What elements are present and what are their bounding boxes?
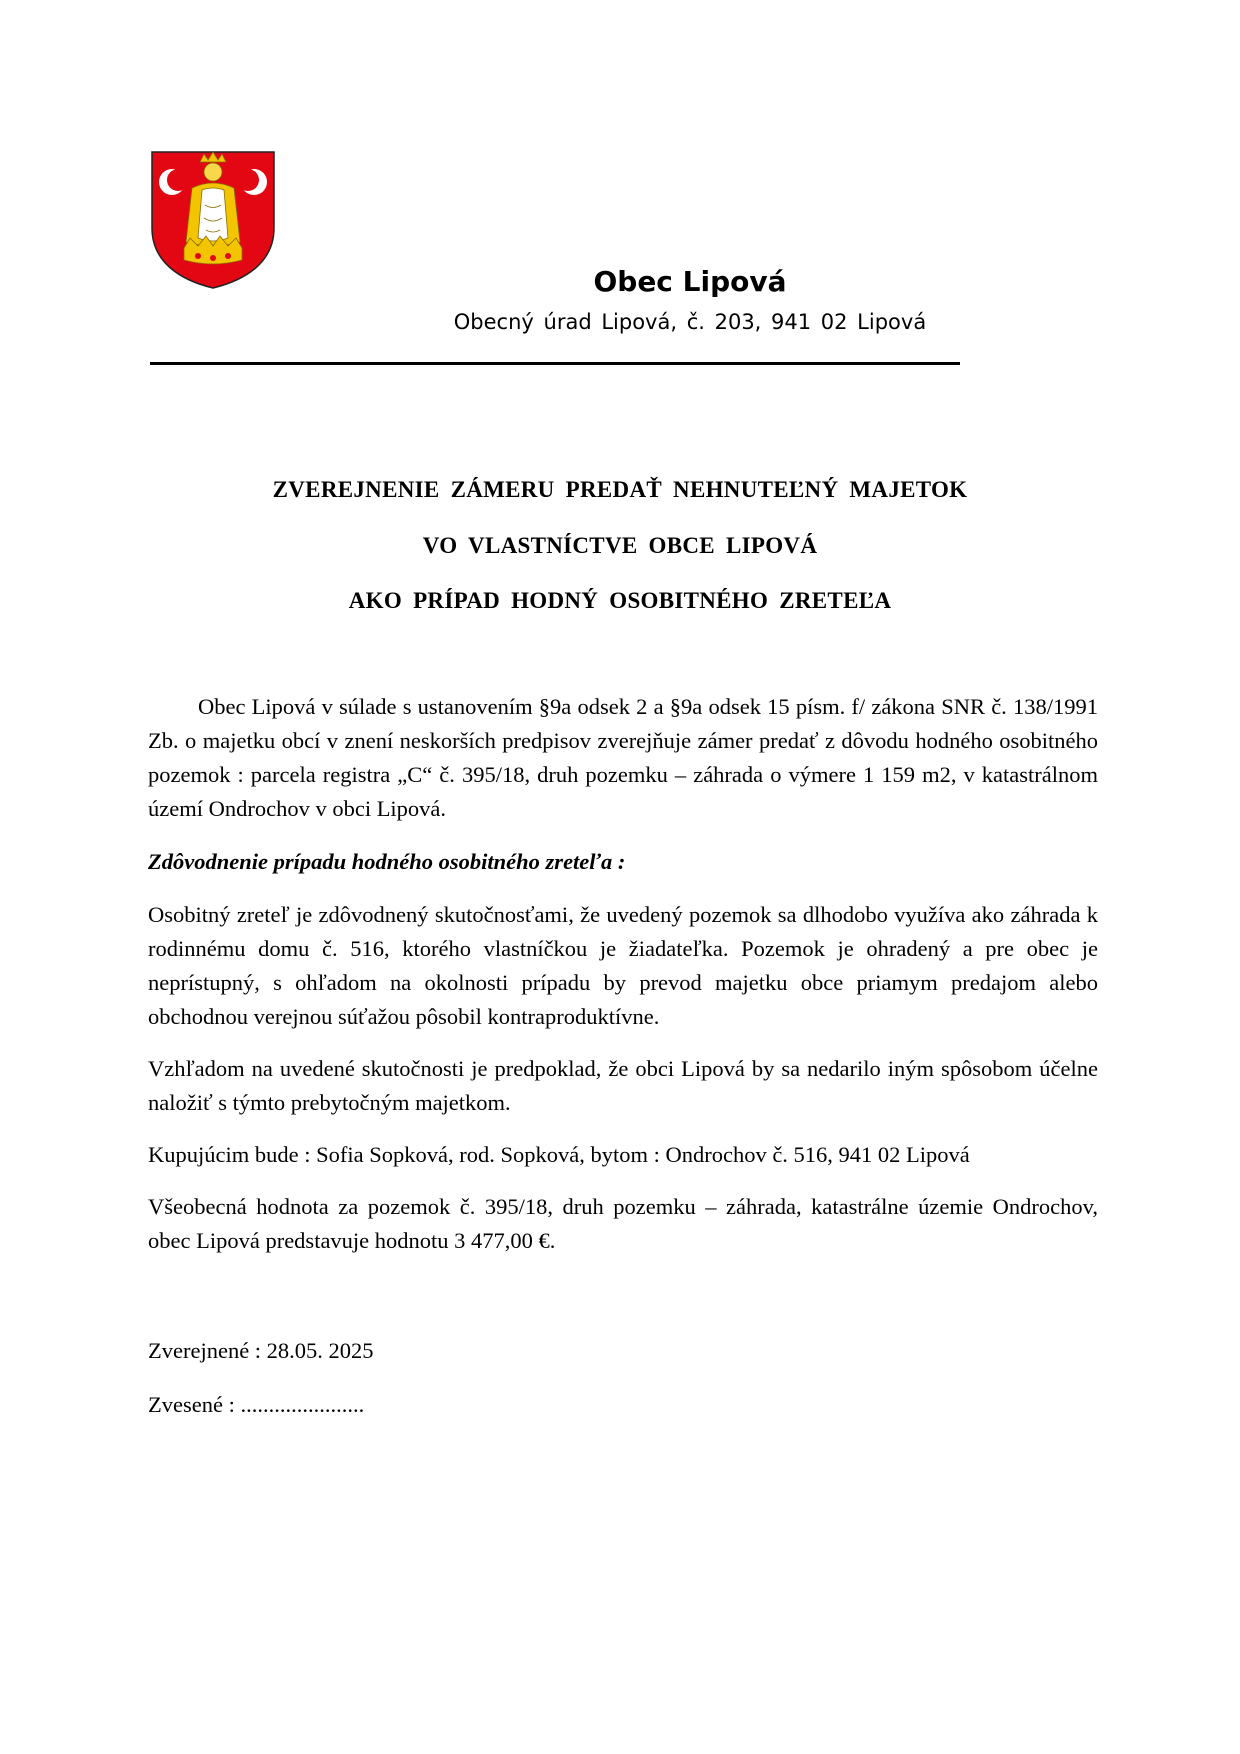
- header-divider: [150, 362, 960, 365]
- intro-paragraph: Obec Lipová v súlade s ustanovením §9a odsek 2 a §9a odsek 15 písm. f/ zákona SNR č. 138/1991 Zb. o majetku obcí v znení neskorších predpisov zverejňuje zámer predať z dôvodu hodného osobitného pozemok : parcela registra „C“ č. 395/18, druh pozemku – záhrada o výmere 1 159 m2, v katastrálnom území Ondrochov v obci Lipová.: [148, 694, 1098, 821]
- office-name: Obec Lipová: [593, 265, 787, 298]
- expectation-paragraph: Vzhľadom na uvedené skutočnosti je predpoklad, že obci Lipová by sa nedarilo iným spôsobom účelne naložiť s týmto prebytočným majetkom.: [148, 1056, 1098, 1115]
- title-line-2: VO VLASTNÍCTVE OBCE LIPOVÁ: [422, 533, 818, 558]
- office-address: Obecný úrad Lipová, č. 203, 941 02 Lipová: [453, 310, 927, 334]
- buyer-paragraph: Kupujúcim bude : Sofia Sopková, rod. Sopková, bytom : Ondrochov č. 516, 941 02 Lipová: [148, 1142, 970, 1167]
- published-date: Zverejnené : 28.05. 2025: [148, 1338, 374, 1363]
- justification-heading: Zdôvodnenie prípadu hodného osobitného zreteľa :: [148, 849, 626, 874]
- value-paragraph: Všeobecná hodnota za pozemok č. 395/18, druh pozemku – záhrada, katastrálne územie Ondrochov, obec Lipová predstavuje hodnotu 3 477,00 €.: [148, 1194, 1098, 1253]
- title-line-1: ZVEREJNENIE ZÁMERU PREDAŤ NEHNUTEĽNÝ MAJETOK: [272, 477, 968, 502]
- removed-date: Zvesené : ......................: [148, 1392, 365, 1417]
- justification-paragraph: Osobitný zreteľ je zdôvodnený skutočnosťami, že uvedený pozemok sa dlhodobo využíva ako záhrada k rodinnému domu č. 516, ktorého vlastníčkou je žiadateľka. Pozemok je ohradený a pre obec je neprístupný, s ohľadom na okolnosti prípadu by prevod majetku obce priamym predajom alebo obchodnou verejnou súťažou pôsobil kontraproduktívne.: [148, 902, 1098, 1029]
- title-line-3: AKO PRÍPAD HODNÝ OSOBITNÉHO ZRETEĽA: [348, 588, 892, 613]
